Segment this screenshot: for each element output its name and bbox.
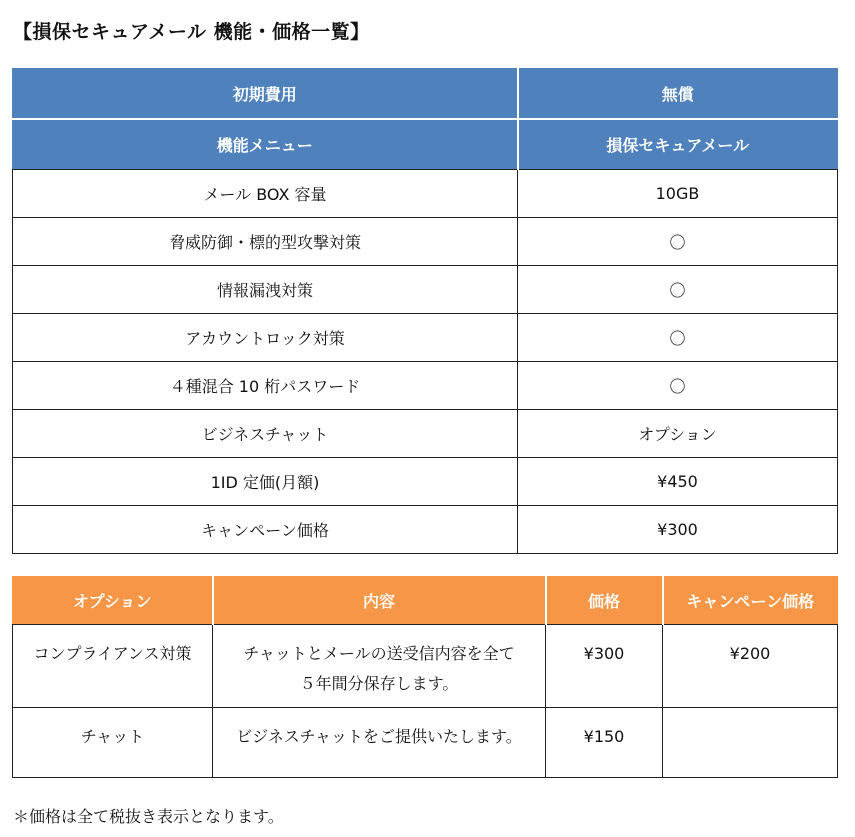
option-description-line: ビジネスチャットをご提供いたします。: [236, 727, 522, 746]
feature-value: 〇: [518, 218, 838, 266]
option-price: ¥150: [546, 708, 663, 778]
table-row: [13, 218, 838, 266]
table-row: [13, 314, 838, 362]
header-feature-menu: 機能メニュー: [13, 119, 518, 170]
feature-name: 1ID 定価(月額): [13, 458, 518, 506]
option-price: ¥300: [546, 625, 663, 708]
feature-name: キャンペーン価格: [13, 506, 518, 554]
feature-value: 〇: [518, 362, 838, 410]
table-row: [13, 266, 838, 314]
header-initial-cost-label: 初期費用: [13, 69, 518, 120]
feature-name: アカウントロック対策: [13, 314, 518, 362]
feature-value: オプション: [518, 410, 838, 458]
table-row: [13, 362, 838, 410]
option-description: [213, 708, 546, 778]
table-row: [13, 170, 838, 218]
header-content: 内容: [213, 577, 546, 625]
option-description: [213, 625, 546, 708]
option-description-line: ５年間分保存します。: [299, 674, 459, 693]
header-option: オプション: [13, 577, 213, 625]
page-title: 【損保セキュアメール 機能・価格一覧】: [13, 21, 370, 43]
feature-name: 情報漏洩対策: [13, 266, 518, 314]
header-product-name: 損保セキュアメール: [518, 119, 838, 170]
option-name: チャット: [13, 708, 213, 778]
feature-value: ¥450: [518, 458, 838, 506]
option-name: コンプライアンス対策: [13, 625, 213, 708]
feature-value: 10GB: [518, 170, 838, 218]
header-initial-cost-value: 無償: [518, 69, 838, 120]
option-campaign-price: ¥200: [663, 625, 838, 708]
feature-name: ４種混合 10 桁パスワード: [13, 362, 518, 410]
feature-name: 脅威防御・標的型攻撃対策: [13, 218, 518, 266]
table-row: [13, 625, 838, 708]
header-price: 価格: [546, 577, 663, 625]
table-row: [13, 708, 838, 778]
header-campaign-price: キャンペーン価格: [663, 577, 838, 625]
feature-name: メール BOX 容量: [13, 170, 518, 218]
table-row: [13, 410, 838, 458]
feature-value: 〇: [518, 266, 838, 314]
option-campaign-price: [663, 708, 838, 778]
header-row-menu: [13, 119, 838, 170]
option-header-row: [13, 577, 838, 625]
tax-note: ＊価格は全て税抜き表示となります。: [13, 807, 284, 826]
option-table: [12, 576, 838, 778]
feature-name: ビジネスチャット: [13, 410, 518, 458]
table-row: [13, 506, 838, 554]
option-description-line: チャットとメールの送受信内容を全て: [243, 644, 515, 663]
feature-value: ¥300: [518, 506, 838, 554]
table-row: [13, 458, 838, 506]
feature-price-table: [12, 68, 838, 554]
header-row-initial-cost: [13, 69, 838, 120]
feature-value: 〇: [518, 314, 838, 362]
